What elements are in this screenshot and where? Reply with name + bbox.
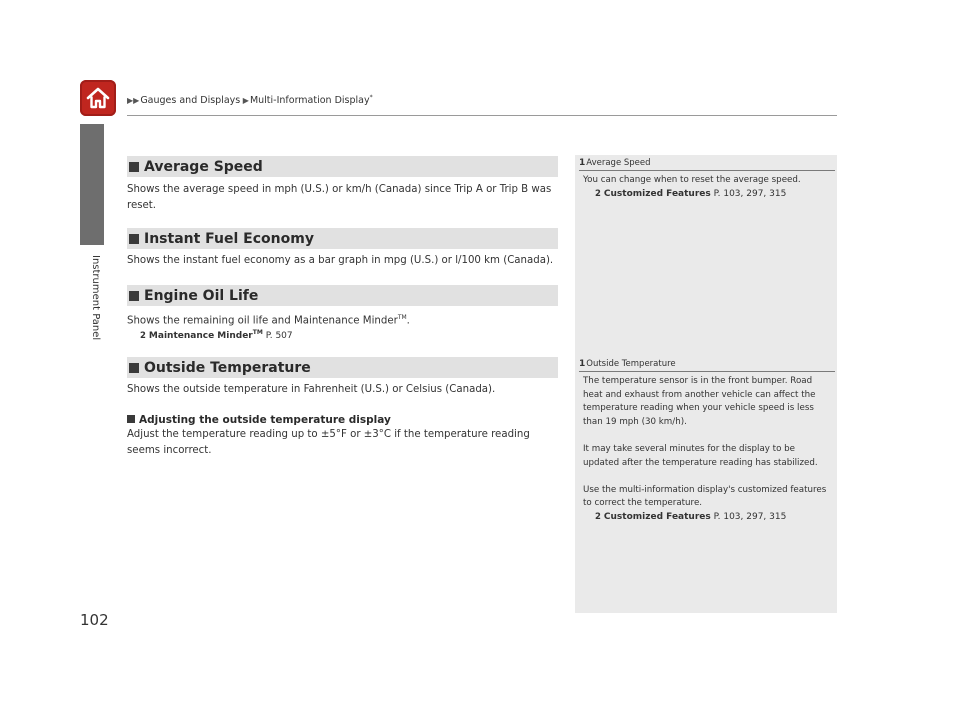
home-icon (85, 85, 111, 111)
note-marker: 1 (579, 158, 586, 168)
note-paragraph: Use the multi-information display's customized features to correct the temperature. (583, 484, 827, 509)
header-divider (127, 115, 837, 116)
note-title: Outside Temperature (586, 359, 676, 369)
subsection-title: Adjusting the outside temperature display (139, 414, 391, 426)
note-paragraph: The temperature sensor is in the front bumper. Road heat and exhaust from another vehicle can affect the temperature reading when your vehicle speed is less than 19 mph (30 km/h). (583, 376, 816, 427)
square-bullet-icon (129, 363, 139, 373)
customized-features-link[interactable] (583, 511, 833, 525)
subsection-text-adjust-temp: Adjust the temperature reading up to ±5°F or ±3°C if the temperature reading seems incorrect. (127, 429, 530, 456)
section-heading-outside-temp (127, 357, 558, 378)
section-text-instant-fuel: Shows the instant fuel economy as a bar graph in mpg (U.S.) or l/100 km (Canada). (127, 255, 554, 266)
section-title: Instant Fuel Economy (144, 230, 314, 247)
trademark: TM (252, 329, 263, 336)
note-paragraph: It may take several minutes for the display to be updated after the temperature reading has stabilized. (583, 443, 818, 468)
section-heading-instant-fuel (127, 228, 558, 249)
section-title: Engine Oil Life (144, 287, 259, 304)
sidebar-tab-marker (80, 124, 104, 245)
square-bullet-icon (129, 291, 139, 301)
trademark: TM (397, 314, 407, 321)
section-text-average-speed: Shows the average speed in mph (U.S.) or km/h (Canada) since Trip A or Trip B was reset. (127, 184, 552, 211)
square-bullet-icon (129, 162, 139, 172)
breadcrumb-arrow-icon: ▶ (240, 96, 249, 106)
note-text: You can change when to reset the average speed. (583, 175, 801, 185)
section-heading-engine-oil (127, 285, 558, 306)
section-title: Average Speed (144, 158, 263, 175)
reference-title: Maintenance Minder (148, 331, 253, 341)
reference-arrow-icon: 2 (595, 188, 601, 199)
reference-page: P. 507 (265, 331, 293, 341)
customized-features-link[interactable] (583, 188, 833, 202)
reference-page: P. 103, 297, 315 (713, 511, 787, 522)
section-text-outside-temp: Shows the outside temperature in Fahrenheit (U.S.) or Celsius (Canada). (127, 384, 496, 395)
square-bullet-icon (127, 415, 135, 423)
page-number: 102 (80, 611, 109, 629)
reference-page: P. 103, 297, 315 (713, 188, 787, 199)
note-heading-average-speed (579, 158, 835, 171)
breadcrumb (127, 94, 373, 106)
reference-arrow-icon: 2 (140, 331, 146, 341)
reference-title: Customized Features (603, 511, 711, 522)
section-heading-average-speed (127, 156, 558, 177)
period: . (406, 315, 410, 327)
maintenance-minder-link[interactable] (140, 325, 572, 344)
sidebar-chapter-label: Instrument Panel (90, 255, 101, 341)
square-bullet-icon (129, 234, 139, 244)
note-heading-outside-temp (579, 359, 835, 372)
note-marker: 1 (579, 359, 586, 369)
note-body-average-speed (583, 174, 833, 201)
note-body-outside-temp (583, 375, 833, 525)
section-title: Outside Temperature (144, 359, 311, 376)
reference-arrow-icon: 2 (595, 511, 601, 522)
asterisk: * (369, 94, 373, 101)
breadcrumb-item-mid[interactable]: Multi-Information Display (249, 95, 370, 107)
breadcrumb-arrow-icon: ▶▶ (127, 96, 140, 106)
breadcrumb-item-gauges[interactable]: Gauges and Displays (140, 95, 241, 107)
reference-title: Customized Features (603, 188, 711, 199)
engine-oil-text: Shows the remaining oil life and Maintenance Minder (127, 315, 398, 327)
home-button[interactable] (80, 80, 116, 116)
note-title: Average Speed (586, 158, 651, 168)
